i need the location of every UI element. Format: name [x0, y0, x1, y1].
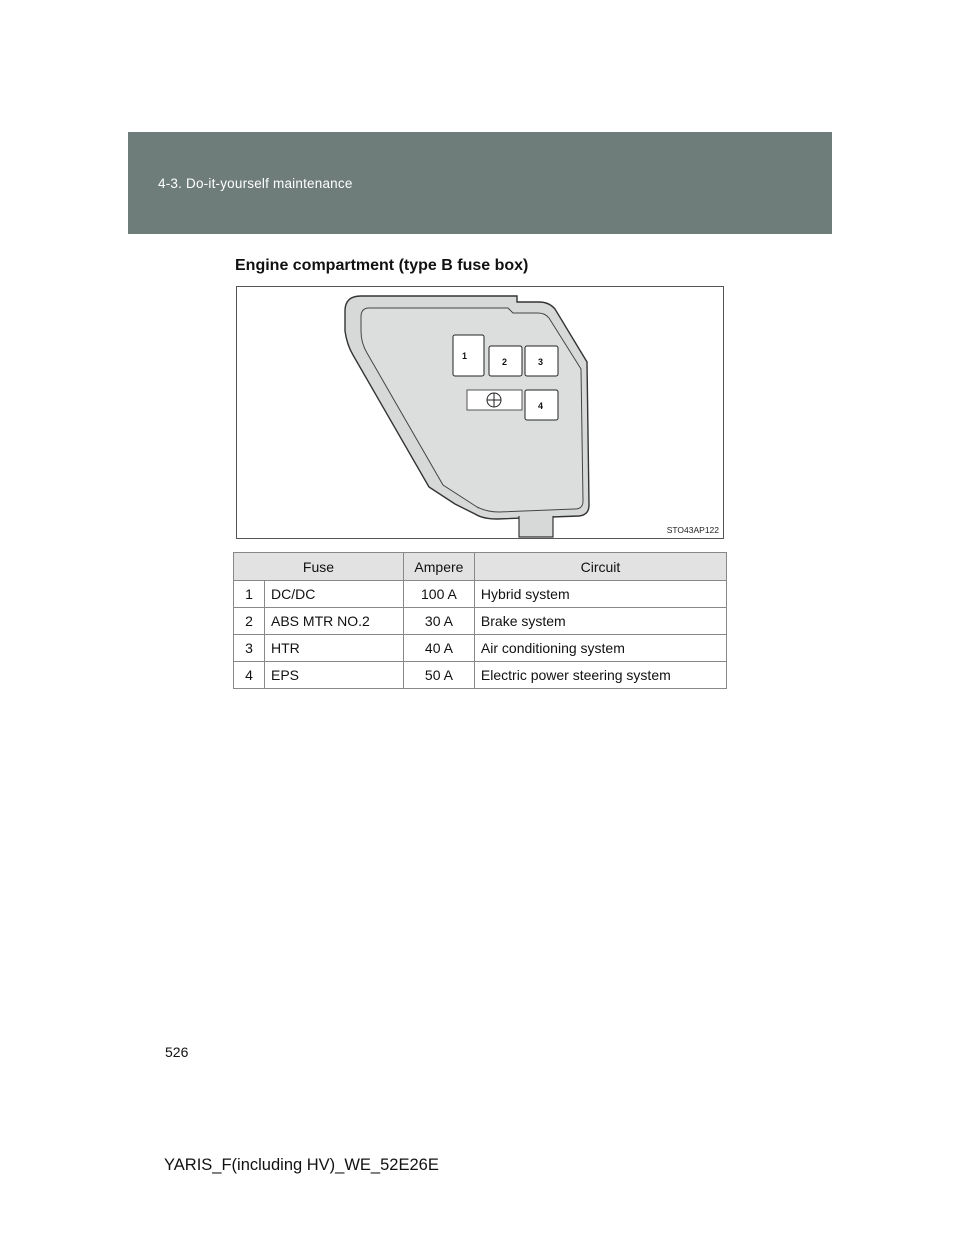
section-breadcrumb: 4-3. Do-it-yourself maintenance [158, 176, 353, 191]
row-number: 4 [234, 662, 265, 689]
fuse-table [233, 552, 727, 689]
fuse-2-label: 2 [502, 357, 508, 367]
fuse-name: DC/DC [265, 581, 404, 608]
fuse-name: HTR [265, 635, 404, 662]
fuse-circuit: Hybrid system [474, 581, 726, 608]
row-number: 2 [234, 608, 265, 635]
table-row [234, 581, 727, 608]
fuse-ampere: 30 A [403, 608, 474, 635]
fuse-circuit: Air conditioning system [474, 635, 726, 662]
fuse-box-diagram [237, 287, 725, 540]
row-number: 1 [234, 581, 265, 608]
fuse-ampere: 100 A [403, 581, 474, 608]
fuse-3-label: 3 [538, 357, 544, 367]
fuse-box-tab [519, 516, 553, 537]
header-band [128, 132, 832, 234]
table-row [234, 608, 727, 635]
footer-document-id: YARIS_F(including HV)_WE_52E26E [164, 1156, 439, 1174]
table-header-row [234, 553, 727, 581]
table-row [234, 662, 727, 689]
fuse-circuit: Brake system [474, 608, 726, 635]
fuse-circuit: Electric power steering system [474, 662, 726, 689]
figure-id: STO43AP122 [666, 525, 719, 535]
page-number: 526 [165, 1044, 189, 1060]
header-fuse: Fuse [234, 553, 404, 581]
header-ampere: Ampere [403, 553, 474, 581]
row-number: 3 [234, 635, 265, 662]
fuse-name: ABS MTR NO.2 [265, 608, 404, 635]
fuse-4-label: 4 [538, 401, 544, 411]
header-circuit: Circuit [474, 553, 726, 581]
fuse-name: EPS [265, 662, 404, 689]
fuse-ampere: 40 A [403, 635, 474, 662]
fuse-ampere: 50 A [403, 662, 474, 689]
fuse-box-illustration [236, 286, 724, 539]
section-title: Engine compartment (type B fuse box) [235, 257, 529, 274]
table-row [234, 635, 727, 662]
fuse-1-label: 1 [462, 351, 468, 361]
fuse-1-slot [453, 335, 484, 376]
